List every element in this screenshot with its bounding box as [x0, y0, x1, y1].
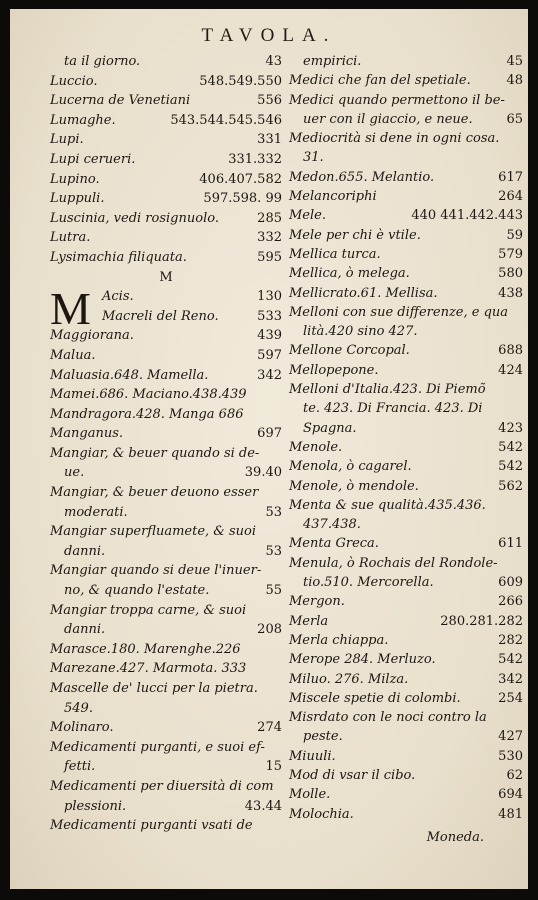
entry-page-ref: 342 [257, 367, 282, 383]
entry-page-ref: 439 [257, 328, 282, 344]
index-entry [289, 91, 523, 110]
entry-text: Lysimachia filiquata. [50, 249, 187, 265]
index-entry [50, 561, 282, 581]
index-entry [50, 72, 282, 92]
index-entry [50, 503, 282, 523]
index-entry [50, 111, 282, 131]
index-entry [50, 228, 282, 248]
entry-text: M [159, 269, 173, 285]
entry-text: Menta & sue qualità.435.436. [289, 497, 486, 513]
entry-text: Melancoriphi [289, 189, 377, 205]
entry-page-ref: 282 [498, 632, 523, 648]
index-entry [50, 287, 282, 307]
index-entry [289, 515, 523, 534]
entry-text: Manganus. [50, 426, 124, 442]
index-entry [289, 52, 523, 71]
entry-text: Lutra. [50, 230, 91, 246]
entry-page-ref: 438 [498, 285, 523, 301]
index-entry [50, 209, 282, 229]
book-page [10, 9, 528, 889]
entry-page-ref: 331.332 [228, 151, 282, 167]
entry-page-ref: 597.598. 99 [203, 191, 282, 207]
index-entry [50, 757, 282, 777]
entry-text: moderati. [64, 504, 128, 520]
entry-page-ref: 440 441.442.443 [411, 208, 523, 224]
entry-page-ref: 59 [506, 227, 523, 243]
entry-text: Mangiar quando si deue l'inuer- [50, 563, 262, 579]
index-entry [289, 380, 523, 399]
entry-text: Menole. [289, 439, 343, 455]
entry-page-ref: 280.281.282 [440, 613, 523, 629]
entry-text: Mascelle de' lucci per la pietra. [50, 681, 258, 696]
index-entry [50, 463, 282, 483]
index-entry [50, 424, 282, 444]
entry-page-ref: 65 [506, 111, 523, 127]
entry-text: te. 423. Di Francia. 423. Di [303, 401, 483, 417]
index-entry [50, 483, 282, 503]
entry-text: tio.510. Mercorella. [303, 575, 434, 591]
entry-page-ref: 579 [498, 246, 523, 262]
index-entry [289, 226, 523, 245]
entry-text: Misrdato con le noci contro la [289, 710, 487, 726]
entry-text: Maggiorana. [50, 328, 134, 344]
entry-text: Melloni con sue differenze, e qua [289, 304, 509, 320]
entry-text: Luccio. [50, 73, 98, 89]
entry-text: Mangiar, & beuer quando si de- [50, 445, 260, 461]
entry-text: Mamei.686. Maciano.438.439 [50, 387, 247, 403]
entry-page-ref: 556 [257, 93, 282, 109]
index-entry [50, 326, 282, 346]
index-entry [289, 110, 523, 129]
index-entry [289, 148, 523, 167]
entry-page-ref: 424 [498, 362, 523, 378]
entry-text: Mellica turca. [289, 246, 381, 262]
entry-page-ref: 274 [257, 720, 282, 736]
index-entry [289, 399, 523, 418]
entry-text: Menta Greca. [289, 536, 379, 552]
entry-text: Merope 284. Merluzo. [289, 652, 436, 668]
entry-text: empirici. [303, 54, 362, 69]
index-entry [289, 129, 523, 148]
index-entry [289, 592, 523, 611]
entry-page-ref: 55 [265, 583, 282, 599]
index-entry [289, 785, 523, 804]
entry-text: danni. [64, 543, 106, 559]
index-entry [50, 542, 282, 562]
index-entry [289, 419, 523, 438]
index-entry [50, 91, 282, 111]
entry-page-ref: 331 [257, 132, 282, 148]
entry-page-ref: 285 [257, 210, 282, 226]
index-entry [289, 341, 523, 360]
entry-page-ref: 548.549.550 [199, 73, 282, 89]
entry-page-ref: 597 [257, 347, 282, 363]
index-entry [50, 150, 282, 170]
index-entry [50, 307, 282, 327]
entry-text: ta il giorno. [64, 54, 141, 69]
index-entry [50, 248, 282, 268]
entry-text: Marezane.427. Marmota. 333 [50, 661, 247, 677]
index-entry [50, 189, 282, 209]
entry-text: Acis. [102, 289, 134, 305]
entry-page-ref: 542 [498, 652, 523, 668]
index-entry [50, 346, 282, 366]
entry-text: Medici che fan del spetiale. [289, 73, 471, 89]
entry-text: Mellopepone. [289, 362, 379, 378]
index-entry [289, 534, 523, 553]
entry-text: fetti. [64, 759, 96, 775]
entry-page-ref: 542 [498, 439, 523, 455]
entry-text: Medici quando permettono il be- [289, 92, 505, 108]
drop-cap-initial: M [50, 283, 91, 334]
left-column [50, 52, 282, 836]
index-entry [50, 522, 282, 542]
index-entry [289, 805, 523, 824]
entry-text: peste. [303, 729, 343, 745]
entry-text: Menole, ò mendole. [289, 478, 419, 494]
index-entry [50, 130, 282, 150]
index-entry [50, 679, 282, 699]
index-entry [289, 650, 523, 669]
entry-page-ref: 697 [257, 426, 282, 442]
entry-page-ref: 254 [498, 690, 523, 706]
index-entry [50, 581, 282, 601]
index-entry [289, 71, 523, 90]
entry-text: Melloni d'Italia.423. Di Piemõ [289, 382, 486, 398]
entry-page-ref: 611 [498, 536, 523, 552]
index-entry [50, 816, 282, 836]
entry-text: Medicamenti purganti, e suoi ef- [50, 739, 265, 755]
entry-page-ref: 43.44 [244, 798, 282, 814]
entry-page-ref: 562 [498, 478, 523, 494]
entry-text: Lupi. [50, 132, 84, 148]
index-entry [289, 496, 523, 515]
entry-text: Mellica, ò melega. [289, 266, 410, 282]
index-entry [50, 738, 282, 758]
entry-text: Medon.655. Melantio. [289, 169, 435, 185]
entry-text: Malua. [50, 347, 96, 363]
index-entry [289, 322, 523, 341]
entry-page-ref: 48 [506, 73, 523, 89]
index-entry [289, 708, 523, 727]
entry-page-ref: 481 [498, 806, 523, 822]
entry-text: Mod di vsar il cibo. [289, 767, 416, 783]
entry-text: ue. [64, 465, 85, 481]
index-entry [50, 366, 282, 386]
entry-text: Mele per chi è vtile. [289, 227, 421, 243]
entry-text: Mellicrato.61. Mellisa. [289, 285, 438, 301]
index-entry [50, 718, 282, 738]
entry-page-ref: 530 [498, 748, 523, 764]
index-entry [50, 640, 282, 660]
entry-text: Mellone Corcopal. [289, 343, 410, 359]
index-entry [289, 747, 523, 766]
entry-text: Lucerna de Venetiani [50, 93, 191, 109]
entry-text: Mandragora.428. Manga 686 [50, 406, 244, 422]
entry-page-ref: 617 [498, 169, 523, 185]
entry-page-ref: 543.544.545.546 [170, 112, 282, 128]
entry-text: Mangiar superfluamete, & suoi [50, 524, 257, 540]
entry-text: Luppuli. [50, 191, 105, 207]
entry-text: Molle. [289, 787, 331, 803]
index-entry [50, 601, 282, 621]
index-entry [50, 170, 282, 190]
index-entry [289, 438, 523, 457]
entry-page-ref: 39.40 [244, 465, 282, 481]
index-entry [289, 670, 523, 689]
entry-page-ref: 406.407.582 [199, 171, 282, 187]
entry-page-ref: 62 [506, 767, 523, 783]
entry-text: Marasce.180. Marenghe.226 [50, 641, 241, 657]
entry-page-ref: 609 [498, 575, 523, 591]
entry-text: no, & quando l'estate. [64, 583, 210, 599]
entry-text: Mergon. [289, 594, 345, 610]
entry-text: Luscinia, vedi rosignuolo. [50, 210, 219, 226]
entry-text: Lupi cerueri. [50, 151, 136, 167]
index-entry [289, 206, 523, 225]
entry-text: Lumaghe. [50, 112, 116, 128]
index-entry [289, 689, 523, 708]
index-entry [289, 245, 523, 264]
index-entry [50, 405, 282, 425]
index-entry [289, 554, 523, 573]
index-entry [289, 573, 523, 592]
index-entry [289, 766, 523, 785]
index-entry [50, 797, 282, 817]
entry-page-ref: 427 [498, 729, 523, 745]
entry-text: Mangiar troppa carne, & suoi [50, 602, 247, 618]
entry-text: Molochia. [289, 806, 354, 822]
entry-text: uer con il giaccio, e neue. [303, 111, 473, 127]
index-entry [289, 168, 523, 187]
entry-page-ref: 580 [498, 266, 523, 282]
index-entry [289, 727, 523, 746]
entry-text: Merla [289, 613, 329, 629]
index-entry [289, 303, 523, 322]
index-entry [50, 52, 282, 72]
entry-text: Molinaro. [50, 720, 114, 736]
entry-page-ref: 130 [257, 289, 282, 305]
entry-text: 549. [64, 700, 93, 716]
entry-text: danni. [64, 622, 106, 638]
entry-text: Spagna. [303, 420, 357, 436]
index-entry [50, 659, 282, 679]
index-entry [289, 361, 523, 380]
entry-page-ref: 208 [257, 622, 282, 638]
entry-text: Medicamenti per diuersità di com [50, 778, 274, 794]
entry-text: Medicamenti purganti vsati de [50, 818, 253, 834]
entry-text: Miuuli. [289, 748, 336, 764]
entry-page-ref: 694 [498, 787, 523, 803]
entry-text: Mediocrità si dene in ogni cosa. [289, 131, 500, 147]
entry-page-ref: 332 [257, 230, 282, 246]
index-entry [289, 631, 523, 650]
entry-text: Miluo. 276. Milza. [289, 671, 409, 687]
entry-page-ref: 53 [265, 504, 282, 520]
entry-page-ref: 595 [257, 249, 282, 265]
index-entry [289, 457, 523, 476]
entry-page-ref: 688 [498, 343, 523, 359]
index-entry [50, 699, 282, 719]
entry-text: Menula, ò Rochais del Rondole- [289, 555, 498, 571]
entry-page-ref: 542 [498, 459, 523, 475]
entry-page-ref: 423 [498, 420, 523, 436]
index-entry [289, 612, 523, 631]
entry-page-ref: 266 [498, 594, 523, 610]
entry-text: 31. [303, 150, 324, 166]
catchword: Moneda. [426, 830, 484, 845]
entry-page-ref: 53 [265, 543, 282, 559]
entry-text: Mangiar, & beuer deuono esser [50, 485, 259, 501]
entry-text: 437.438. [303, 517, 361, 533]
entry-text: Miscele spetie di colombi. [289, 690, 461, 706]
entry-text: Lupino. [50, 171, 100, 187]
entry-text: plessioni. [64, 798, 127, 814]
page-header: TAVOLA. [201, 25, 337, 46]
entry-page-ref: 264 [498, 189, 523, 205]
entry-text: Merla chiappa. [289, 632, 389, 648]
index-entry [50, 268, 282, 288]
entry-page-ref: 533 [257, 308, 282, 324]
entry-text: Maluasia.648. Mamella. [50, 367, 209, 383]
index-entry [50, 620, 282, 640]
entry-text: Macreli del Reno. [102, 308, 219, 324]
index-entry [50, 444, 282, 464]
right-column [289, 52, 523, 824]
entry-page-ref: 342 [498, 671, 523, 687]
entry-page-ref: 43 [265, 54, 282, 69]
index-entry [50, 385, 282, 405]
entry-page-ref: 15 [265, 759, 282, 775]
entry-page-ref: 45 [506, 54, 523, 69]
index-entry [289, 477, 523, 496]
entry-text: Mele. [289, 208, 326, 224]
index-entry [289, 264, 523, 283]
index-entry [289, 187, 523, 206]
index-entry [289, 284, 523, 303]
entry-text: Menola, ò cagarel. [289, 459, 412, 475]
entry-text: lità.420 sino 427. [303, 324, 418, 340]
index-entry [50, 777, 282, 797]
